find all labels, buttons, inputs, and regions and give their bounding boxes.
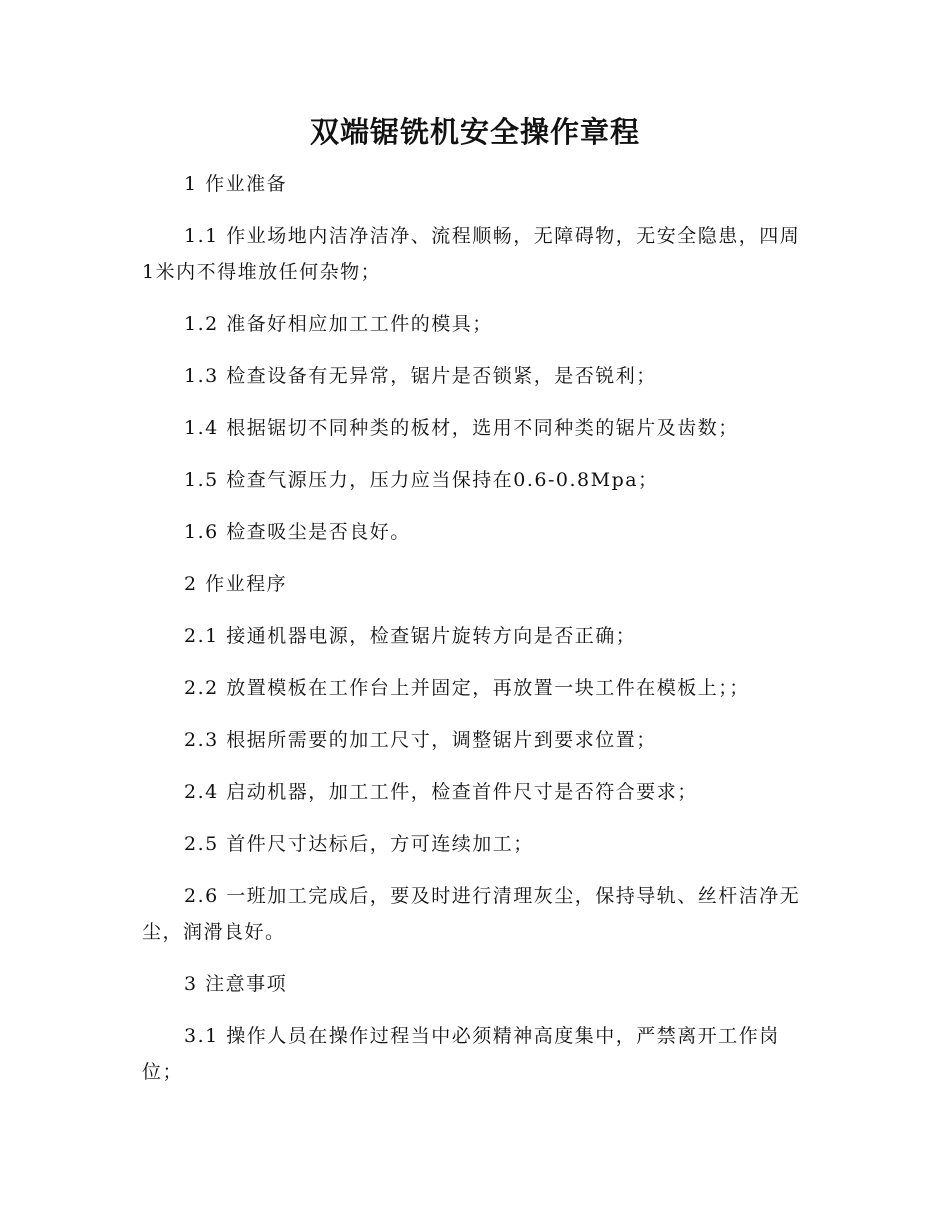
page-title: 双端锯铣机安全操作章程 <box>309 115 640 149</box>
paragraph-2-3: 2.3 根据所需要的加工尺寸，调整锯片到要求位置； <box>184 729 657 751</box>
paragraph-2-1: 2.1 接通机器电源，检查锯片旋转方向是否正确； <box>184 625 637 647</box>
paragraph-2-4: 2.4 启动机器，加工工件，检查首件尺寸是否符合要求； <box>184 781 698 803</box>
paragraph-2-6: 2.6 一班加工完成后，要及时进行清理灰尘，保持导轨、丝杆洁净无尘，润滑良好。 <box>142 885 801 943</box>
paragraph-3-1: 3.1 操作人员在操作过程当中必须精神高度集中，严禁离开工作岗位； <box>142 1025 780 1083</box>
paragraph-2-2: 2.2 放置模板在工作台上并固定，再放置一块工件在模板上；； <box>184 677 750 699</box>
paragraph-1-2: 1.2 准备好相应加工工件的模具； <box>184 313 493 335</box>
document-body <box>142 166 802 1106</box>
paragraph-1-3: 1.3 检查设备有无异常，锯片是否锁紧，是否锐利； <box>184 365 657 387</box>
paragraph-1-4: 1.4 根据锯切不同种类的板材，选用不同种类的锯片及齿数； <box>184 417 739 439</box>
section-heading-2: 2 作业程序 <box>184 573 288 595</box>
paragraph-1-6: 1.6 检查吸尘是否良好。 <box>184 521 411 543</box>
section-heading-3: 3 注意事项 <box>184 973 288 995</box>
section-heading-1: 1 作业准备 <box>184 173 288 195</box>
paragraph-1-1: 1.1 作业场地内洁净洁净、流程顺畅，无障碍物，无安全隐患，四周1米内不得堆放任何杂物； <box>142 225 801 283</box>
paragraph-1-5: 1.5 检查气源压力，压力应当保持在0.6-0.8Mpa； <box>184 469 659 491</box>
paragraph-2-5: 2.5 首件尺寸达标后，方可连续加工； <box>184 833 534 855</box>
